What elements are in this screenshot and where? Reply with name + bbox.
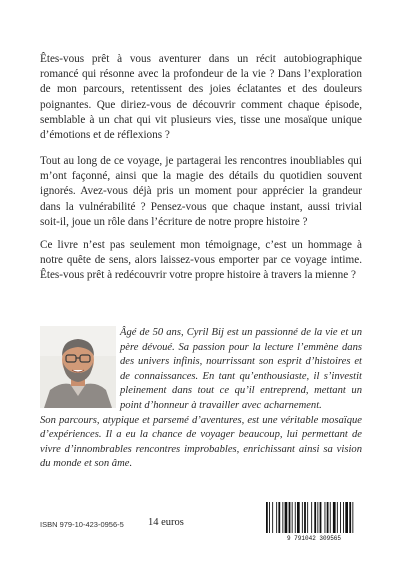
barcode-bar (343, 502, 344, 533)
barcode-bar (297, 502, 300, 533)
barcode-bar (320, 502, 322, 533)
barcode-digits: 9 791042 309565 (286, 535, 342, 542)
barcode-bar (311, 502, 312, 533)
isbn-barcode (262, 500, 366, 542)
barcode-bar (352, 502, 353, 533)
barcode-bar (317, 502, 318, 533)
barcode-bar (276, 502, 277, 533)
barcode-bar (340, 502, 341, 533)
barcode-bar (272, 502, 273, 533)
barcode-bar (282, 502, 283, 533)
author-bio-paragraph-1: Âgé de 50 ans, Cyril Bij est un passionné de la vie et un père dévoué. Sa passion pour la lecture l’emmène dans des univers infinis, nourrissant son esprit d’histoires et de connaissances. En tant qu’enthousiaste, il s’investit pleinement dans tout ce qu’il entreprend, mettant un point d’honneur à travailler avec acharnement. (120, 327, 362, 411)
price-label: 14 euros (148, 517, 184, 528)
barcode-bar (278, 502, 280, 533)
barcode-bar (292, 502, 293, 533)
barcode-bar (327, 502, 329, 533)
intro-paragraph-3: Ce livre n’est pas seulement mon témoignage, c’est un hommage à notre quête de sens, alors laissez-vous emporter par ce voyage intime. Êtes-vous prêt à redécouvrir votre propre histoire à travers la mienne ? (40, 239, 362, 282)
barcode-bar (289, 502, 291, 533)
barcode-bar (266, 502, 268, 533)
barcode-bar (285, 502, 288, 533)
barcode-bar (333, 502, 336, 533)
barcode-bar (304, 502, 306, 533)
intro-paragraph-1: Êtes-vous prêt à vous aventurer dans un récit autobiographique romancé qui résonne avec la profondeur de la vie ? Dans l’exploration de mon parcours, retentissent des joies éclatantes et des douleurs poignantes. Que diriez-vous de découvrir comment chaque épisode, semblable à un chat qui vit plusieurs vies, tisse une mosaïque unique d’émotions et de réflexions ? (40, 53, 362, 142)
author-bio (40, 326, 362, 472)
author-bio-paragraph-2: Son parcours, atypique et parsemé d’aventures, est une véritable mosaïque d’expériences. Il a eu la chance de voyager beaucoup, lui permettant de vivre d’innombrables rencontres improbables, enrichissant ainsi sa vision du monde et son âme. (40, 414, 362, 470)
barcode-bar (330, 502, 331, 533)
barcode-bar (307, 502, 308, 533)
barcode-bar (337, 502, 338, 533)
barcode-bar (345, 502, 348, 533)
barcode-bar (314, 502, 316, 533)
barcode-bar (269, 502, 270, 533)
barcode-bar (295, 502, 296, 533)
isbn-label: ISBN 979-10-423-0956-5 (40, 520, 124, 529)
intro-paragraph-2: Tout au long de ce voyage, je partagerai les rencontres inoubliables qui m’ont façonné, ainsi que la magie des détails du quotidien souvent ignorés. Avez-vous déjà pris un moment pour apprécier la grandeur dans la vulnérabilité ? Pensez-vous que chaque instant, aussi trivial soit-il, joue un rôle dans l’écriture de notre propre histoire ? (40, 155, 362, 228)
barcode-bar (349, 502, 351, 533)
barcode-bar (325, 502, 326, 533)
barcode-bar (302, 502, 303, 533)
